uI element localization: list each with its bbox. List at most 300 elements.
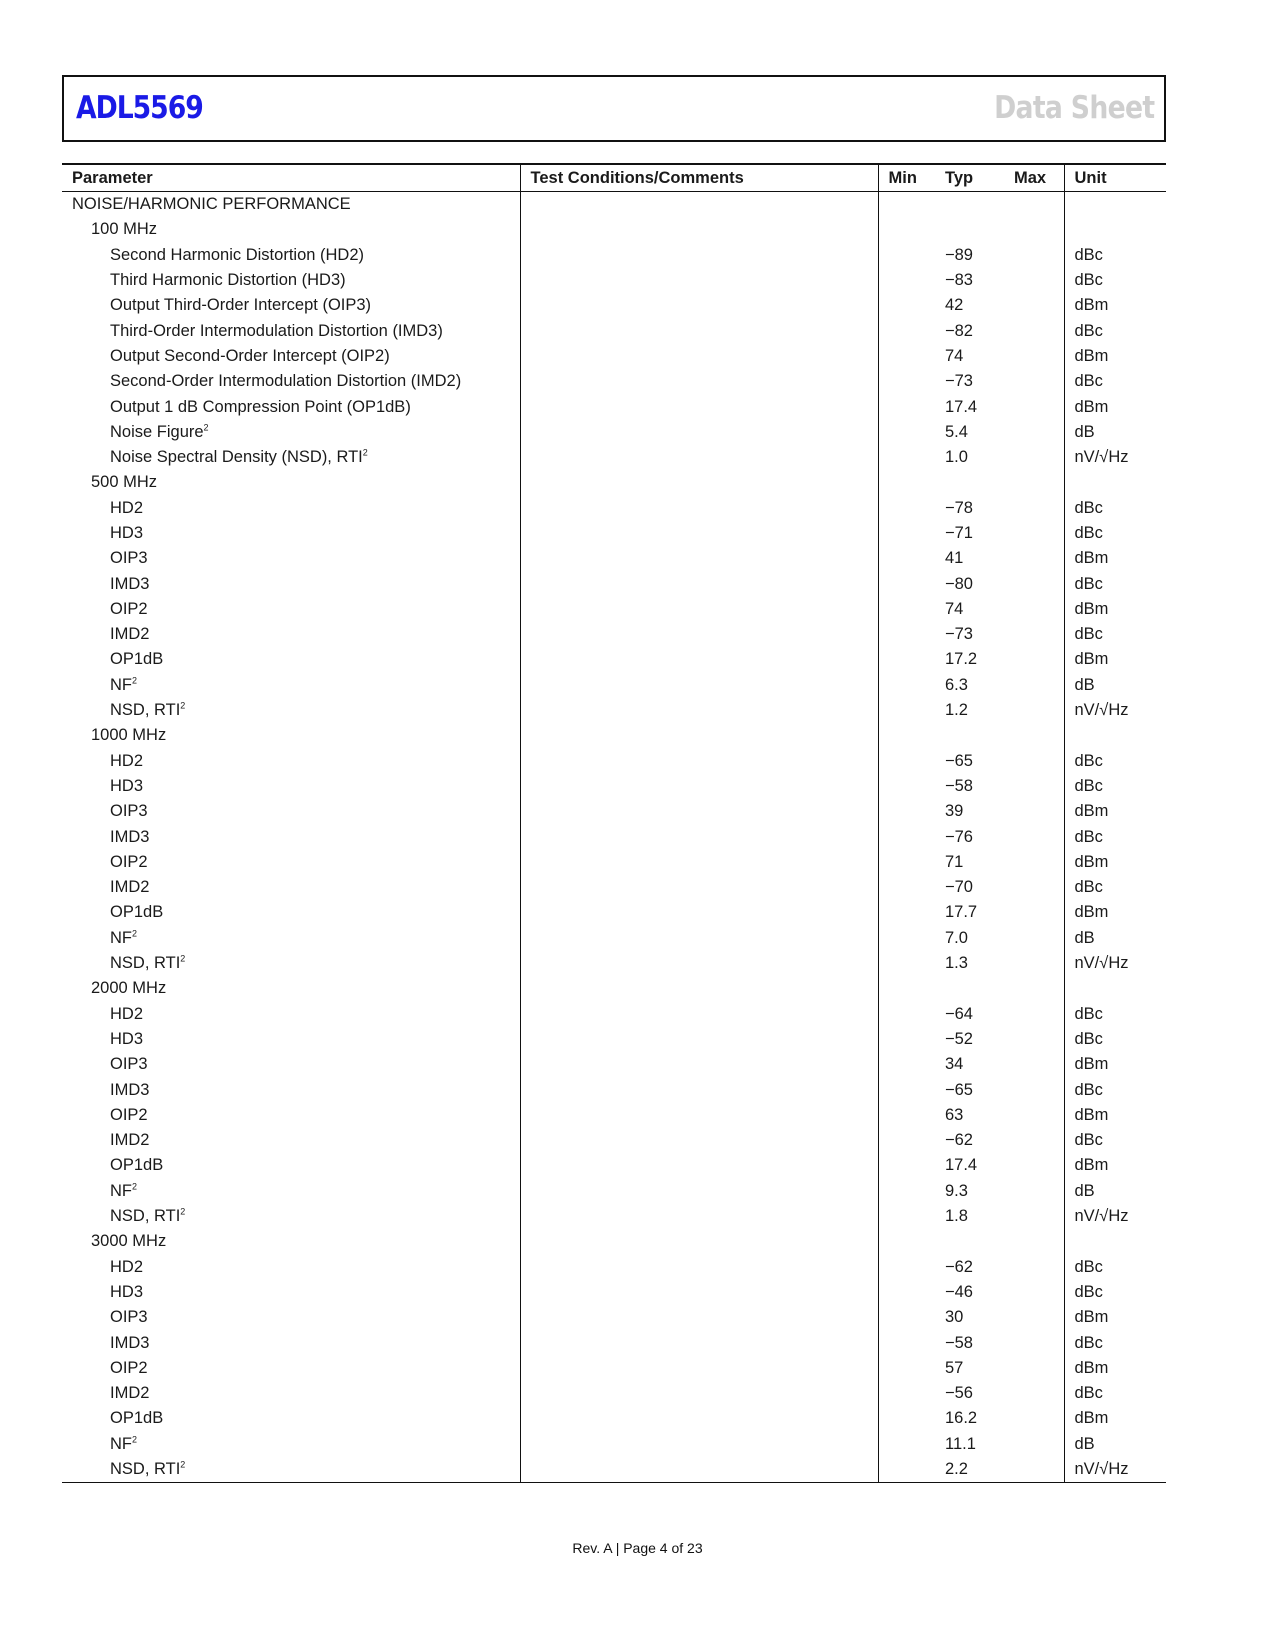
typ-cell: 1.0 xyxy=(945,448,968,467)
unit-cell: dBc xyxy=(1074,1029,1103,1048)
min-cell xyxy=(878,1002,935,1027)
table-row xyxy=(62,875,1166,900)
typ-cell xyxy=(935,1229,1004,1254)
min-cell xyxy=(878,926,935,951)
conditions-cell xyxy=(520,496,878,521)
footnote-marker: 2 xyxy=(132,1434,138,1445)
typ-cell: −65 xyxy=(945,751,973,770)
parameter-label: Third Harmonic Distortion (HD3) xyxy=(110,271,346,290)
min-cell xyxy=(878,1305,935,1330)
typ-cell: −73 xyxy=(945,625,973,644)
table-row xyxy=(62,293,1166,318)
parameter-label: NF xyxy=(110,675,132,694)
unit-cell: dBm xyxy=(1074,650,1109,669)
table-row xyxy=(62,749,1166,774)
table-row xyxy=(62,1330,1166,1355)
conditions-cell xyxy=(520,1204,878,1229)
parameter-label: OIP3 xyxy=(110,802,148,821)
column-header-unit: Unit xyxy=(1064,164,1166,192)
table-row xyxy=(62,647,1166,672)
conditions-cell xyxy=(520,850,878,875)
parameter-label: IMD2 xyxy=(110,625,150,644)
unit-cell: dBm xyxy=(1074,1055,1109,1074)
table-row xyxy=(62,1356,1166,1381)
table-row xyxy=(62,1406,1166,1431)
typ-cell: 1.2 xyxy=(945,701,968,720)
table-row xyxy=(62,217,1166,242)
table-row xyxy=(62,673,1166,698)
parameter-cell xyxy=(62,824,520,849)
parameter-label: Second Harmonic Distortion (HD2) xyxy=(110,245,365,264)
table-row xyxy=(62,268,1166,293)
conditions-cell xyxy=(520,1128,878,1153)
conditions-cell xyxy=(520,293,878,318)
max-cell xyxy=(1004,698,1064,723)
typ-cell: 41 xyxy=(945,549,964,568)
table-row xyxy=(62,394,1166,419)
min-cell xyxy=(878,900,935,925)
parameter-label: OP1dB xyxy=(110,650,164,669)
parameter-cell xyxy=(62,698,520,723)
max-cell xyxy=(1004,774,1064,799)
max-cell xyxy=(1004,217,1064,242)
typ-cell xyxy=(935,470,1004,495)
max-cell xyxy=(1004,799,1064,824)
table-row xyxy=(62,1027,1166,1052)
conditions-cell xyxy=(520,571,878,596)
parameter-cell xyxy=(62,647,520,672)
min-cell xyxy=(878,470,935,495)
max-cell xyxy=(1004,1128,1064,1153)
parameter-cell xyxy=(62,774,520,799)
max-cell xyxy=(1004,243,1064,268)
typ-cell: 1.3 xyxy=(945,954,968,973)
footnote-marker: 2 xyxy=(180,700,186,711)
parameter-cell xyxy=(62,597,520,622)
typ-cell xyxy=(935,976,1004,1001)
typ-cell: 42 xyxy=(945,296,964,315)
parameter-label: NOISE/HARMONIC PERFORMANCE xyxy=(72,195,351,214)
parameter-label: IMD3 xyxy=(110,574,150,593)
max-cell xyxy=(1004,1457,1064,1483)
unit-cell xyxy=(1064,723,1166,748)
typ-cell: 74 xyxy=(945,346,964,365)
unit-cell: dBc xyxy=(1074,245,1103,264)
parameter-cell xyxy=(62,1381,520,1406)
parameter-label: HD2 xyxy=(110,1257,144,1276)
table-row xyxy=(62,192,1166,218)
max-cell xyxy=(1004,1179,1064,1204)
max-cell xyxy=(1004,445,1064,470)
min-cell xyxy=(878,344,935,369)
conditions-cell xyxy=(520,1356,878,1381)
footnote-marker: 2 xyxy=(132,675,138,686)
parameter-label: OIP3 xyxy=(110,1055,148,1074)
parameter-label: 2000 MHz xyxy=(91,979,167,998)
unit-cell: dBc xyxy=(1074,524,1103,542)
typ-cell: 1.8 xyxy=(945,1207,968,1226)
table-row xyxy=(62,1204,1166,1229)
max-cell xyxy=(1004,1280,1064,1305)
parameter-label: HD2 xyxy=(110,498,144,517)
max-cell xyxy=(1004,723,1064,748)
min-cell xyxy=(878,1027,935,1052)
typ-cell: 17.2 xyxy=(945,650,978,669)
conditions-cell xyxy=(520,318,878,343)
unit-cell: dBc xyxy=(1074,1004,1103,1023)
max-cell xyxy=(1004,1305,1064,1330)
typ-cell: −62 xyxy=(945,1257,973,1276)
unit-cell xyxy=(1064,976,1166,1001)
max-cell xyxy=(1004,1381,1064,1406)
table-row xyxy=(62,496,1166,521)
typ-cell: 34 xyxy=(945,1055,964,1074)
unit-cell: dBc xyxy=(1074,1333,1103,1352)
table-row xyxy=(62,318,1166,343)
conditions-cell xyxy=(520,1305,878,1330)
conditions-cell xyxy=(520,344,878,369)
max-cell xyxy=(1004,344,1064,369)
min-cell xyxy=(878,1128,935,1153)
max-cell xyxy=(1004,951,1064,976)
parameter-label: IMD3 xyxy=(110,1333,150,1352)
parameter-label: Third-Order Intermodulation Distortion (IMD3) xyxy=(110,321,443,340)
parameter-cell xyxy=(62,571,520,596)
unit-cell: nV/√Hz xyxy=(1074,448,1129,467)
parameter-label: OP1dB xyxy=(110,1156,164,1175)
parameter-label: Output 1 dB Compression Point (OP1dB) xyxy=(110,397,411,416)
parameter-label: HD2 xyxy=(110,751,144,770)
min-cell xyxy=(878,1432,935,1457)
typ-cell: 17.4 xyxy=(945,1156,978,1175)
table-row xyxy=(62,799,1166,824)
parameter-label: OIP2 xyxy=(110,1105,148,1124)
parameter-cell xyxy=(62,1406,520,1431)
table-row xyxy=(62,445,1166,470)
parameter-label: 500 MHz xyxy=(91,473,158,492)
parameter-cell xyxy=(62,1254,520,1279)
typ-cell xyxy=(935,723,1004,748)
table-row xyxy=(62,1229,1166,1254)
max-cell xyxy=(1004,470,1064,495)
conditions-cell xyxy=(520,470,878,495)
footnote-marker: 2 xyxy=(180,1206,186,1217)
max-cell xyxy=(1004,546,1064,571)
parameter-cell xyxy=(62,900,520,925)
typ-cell: −58 xyxy=(945,1333,973,1352)
typ-cell: −80 xyxy=(945,574,973,593)
parameter-label: NF xyxy=(110,1434,132,1453)
table-row xyxy=(62,850,1166,875)
conditions-cell xyxy=(520,1002,878,1027)
footnote-marker: 2 xyxy=(362,447,368,458)
column-header-max: Max xyxy=(1004,164,1064,192)
parameter-cell xyxy=(62,1103,520,1128)
conditions-cell xyxy=(520,1457,878,1483)
min-cell xyxy=(878,951,935,976)
table-header-row xyxy=(62,164,1166,192)
unit-cell: dBm xyxy=(1074,346,1109,365)
min-cell xyxy=(878,597,935,622)
min-cell xyxy=(878,546,935,571)
parameter-label: IMD2 xyxy=(110,1384,150,1403)
conditions-cell xyxy=(520,597,878,622)
typ-cell: 7.0 xyxy=(945,928,968,947)
min-cell xyxy=(878,318,935,343)
typ-cell: −82 xyxy=(945,321,973,340)
parameter-label: 3000 MHz xyxy=(91,1232,167,1251)
conditions-cell xyxy=(520,1103,878,1128)
typ-cell: −64 xyxy=(945,1004,973,1023)
conditions-cell xyxy=(520,976,878,1001)
table-row xyxy=(62,1305,1166,1330)
parameter-cell xyxy=(62,445,520,470)
conditions-cell xyxy=(520,1027,878,1052)
table-row xyxy=(62,951,1166,976)
parameter-label: OIP3 xyxy=(110,549,148,568)
min-cell xyxy=(878,394,935,419)
typ-cell: 57 xyxy=(945,1358,964,1377)
conditions-cell xyxy=(520,394,878,419)
parameter-label: NSD, RTI xyxy=(110,1207,181,1226)
min-cell xyxy=(878,850,935,875)
typ-cell: −89 xyxy=(945,245,973,264)
typ-cell: −62 xyxy=(945,1131,973,1150)
typ-cell: −58 xyxy=(945,776,973,795)
conditions-cell xyxy=(520,622,878,647)
max-cell xyxy=(1004,1229,1064,1254)
parameter-cell xyxy=(62,420,520,445)
table-row xyxy=(62,546,1166,571)
min-cell xyxy=(878,749,935,774)
footnote-marker: 2 xyxy=(180,953,186,964)
parameter-cell xyxy=(62,1027,520,1052)
parameter-label: Noise Spectral Density (NSD), RTI xyxy=(110,448,363,467)
parameter-cell xyxy=(62,1052,520,1077)
table-row xyxy=(62,597,1166,622)
parameter-label: NSD, RTI xyxy=(110,701,181,720)
parameter-label: OIP2 xyxy=(110,852,148,871)
min-cell xyxy=(878,268,935,293)
parameter-cell xyxy=(62,1179,520,1204)
parameter-cell xyxy=(62,268,520,293)
parameter-label: NSD, RTI xyxy=(110,1459,181,1478)
conditions-cell xyxy=(520,723,878,748)
document-header xyxy=(62,75,1166,142)
parameter-label: 100 MHz xyxy=(91,220,158,239)
table-row xyxy=(62,926,1166,951)
unit-cell: dBm xyxy=(1074,1308,1109,1327)
typ-cell: −56 xyxy=(945,1384,973,1403)
unit-cell: dBm xyxy=(1074,1105,1109,1124)
unit-cell: dB xyxy=(1074,422,1095,441)
parameter-label: HD3 xyxy=(110,524,144,542)
min-cell xyxy=(878,1330,935,1355)
part-number-title: ADL5569 xyxy=(76,90,203,126)
min-cell xyxy=(878,243,935,268)
table-row xyxy=(62,369,1166,394)
parameter-cell xyxy=(62,1204,520,1229)
parameter-cell xyxy=(62,926,520,951)
parameter-cell xyxy=(62,293,520,318)
max-cell xyxy=(1004,394,1064,419)
typ-cell: 71 xyxy=(945,852,964,871)
typ-cell: −52 xyxy=(945,1029,973,1048)
conditions-cell xyxy=(520,243,878,268)
max-cell xyxy=(1004,1254,1064,1279)
parameter-cell xyxy=(62,1280,520,1305)
table-row xyxy=(62,420,1166,445)
table-row xyxy=(62,243,1166,268)
table-row xyxy=(62,976,1166,1001)
typ-cell: 2.2 xyxy=(935,1457,1004,1483)
parameter-label: NF xyxy=(110,928,132,947)
max-cell xyxy=(1004,1330,1064,1355)
table-row xyxy=(62,470,1166,495)
parameter-cell xyxy=(62,723,520,748)
table-body xyxy=(62,192,1166,1483)
min-cell xyxy=(878,521,935,546)
max-cell xyxy=(1004,571,1064,596)
typ-cell: −46 xyxy=(945,1282,973,1301)
conditions-cell xyxy=(520,774,878,799)
min-cell xyxy=(878,723,935,748)
conditions-cell xyxy=(520,647,878,672)
min-cell xyxy=(878,698,935,723)
column-header-parameter: Parameter xyxy=(62,164,520,192)
table-row xyxy=(62,1280,1166,1305)
min-cell xyxy=(878,445,935,470)
min-cell xyxy=(878,571,935,596)
conditions-cell xyxy=(520,1052,878,1077)
typ-cell: −65 xyxy=(945,1080,973,1099)
unit-cell: dBc xyxy=(1074,271,1103,290)
parameter-cell xyxy=(62,496,520,521)
table-row xyxy=(62,1128,1166,1153)
parameter-label: HD2 xyxy=(110,1004,144,1023)
max-cell xyxy=(1004,369,1064,394)
table-row xyxy=(62,1103,1166,1128)
min-cell xyxy=(878,1280,935,1305)
table-row xyxy=(62,344,1166,369)
unit-cell: dBc xyxy=(1074,1080,1103,1099)
max-cell xyxy=(1004,192,1064,218)
parameter-cell xyxy=(62,799,520,824)
min-cell xyxy=(878,420,935,445)
table-row xyxy=(62,774,1166,799)
parameter-label: IMD3 xyxy=(110,1080,150,1099)
parameter-label: OP1dB xyxy=(110,903,164,922)
unit-cell: dB xyxy=(1074,928,1095,947)
max-cell xyxy=(1004,875,1064,900)
parameter-cell xyxy=(62,850,520,875)
parameter-label: OIP2 xyxy=(110,599,148,618)
conditions-cell xyxy=(520,521,878,546)
unit-cell: nV/√Hz xyxy=(1074,1207,1129,1226)
max-cell xyxy=(1004,597,1064,622)
max-cell xyxy=(1004,268,1064,293)
table-row xyxy=(62,1457,1166,1483)
max-cell xyxy=(1004,420,1064,445)
max-cell xyxy=(1004,1356,1064,1381)
typ-cell: −71 xyxy=(945,524,973,542)
unit-cell: nV/√Hz xyxy=(1074,954,1129,973)
parameter-label: OP1dB xyxy=(110,1409,164,1428)
table-row xyxy=(62,1153,1166,1178)
min-cell xyxy=(878,1103,935,1128)
parameter-cell xyxy=(62,749,520,774)
unit-cell xyxy=(1064,192,1166,218)
unit-cell: dBc xyxy=(1074,1282,1103,1301)
min-cell xyxy=(878,1356,935,1381)
unit-cell: dBc xyxy=(1074,498,1103,517)
min-cell xyxy=(878,1229,935,1254)
column-header-conditions: Test Conditions/Comments xyxy=(520,164,878,192)
unit-cell xyxy=(1064,470,1166,495)
unit-cell: dBm xyxy=(1074,599,1109,618)
conditions-cell xyxy=(520,369,878,394)
min-cell xyxy=(878,1254,935,1279)
typ-cell xyxy=(935,217,1004,242)
table-row xyxy=(62,521,1166,546)
unit-cell: dBm xyxy=(1074,549,1109,568)
max-cell xyxy=(1004,1052,1064,1077)
unit-cell: dBc xyxy=(1074,776,1103,795)
parameter-cell xyxy=(62,1229,520,1254)
max-cell xyxy=(1004,976,1064,1001)
parameter-cell xyxy=(62,1330,520,1355)
document-type-label: Data Sheet xyxy=(993,90,1154,126)
table-row xyxy=(62,1254,1166,1279)
unit-cell: dBc xyxy=(1074,878,1103,897)
unit-cell xyxy=(1064,217,1166,242)
max-cell xyxy=(1004,521,1064,546)
unit-cell: dBc xyxy=(1074,625,1103,644)
min-cell xyxy=(878,824,935,849)
parameter-cell xyxy=(62,1002,520,1027)
min-cell xyxy=(878,1406,935,1431)
table-row xyxy=(62,1381,1166,1406)
table-row xyxy=(62,1077,1166,1102)
min-cell xyxy=(878,1381,935,1406)
unit-cell: dBm xyxy=(1074,903,1109,922)
conditions-cell xyxy=(520,875,878,900)
typ-cell: 5.4 xyxy=(945,422,968,441)
parameter-cell xyxy=(62,1077,520,1102)
conditions-cell xyxy=(520,1077,878,1102)
parameter-label: HD3 xyxy=(110,1029,144,1048)
parameter-cell xyxy=(62,951,520,976)
conditions-cell xyxy=(520,698,878,723)
footnote-marker: 2 xyxy=(203,422,209,433)
parameter-label: Output Second-Order Intercept (OIP2) xyxy=(110,346,390,365)
table-row xyxy=(62,900,1166,925)
max-cell xyxy=(1004,1406,1064,1431)
table-row xyxy=(62,1179,1166,1204)
max-cell xyxy=(1004,1027,1064,1052)
table-row xyxy=(62,698,1166,723)
parameter-label: HD3 xyxy=(110,1282,144,1301)
unit-cell: dBm xyxy=(1074,397,1109,416)
conditions-cell xyxy=(520,1280,878,1305)
parameter-cell xyxy=(62,1128,520,1153)
parameter-cell xyxy=(62,318,520,343)
typ-cell: 74 xyxy=(945,599,964,618)
max-cell xyxy=(1004,318,1064,343)
unit-cell: dBc xyxy=(1074,372,1103,391)
min-cell xyxy=(878,673,935,698)
unit-cell: dBm xyxy=(1074,1156,1109,1175)
